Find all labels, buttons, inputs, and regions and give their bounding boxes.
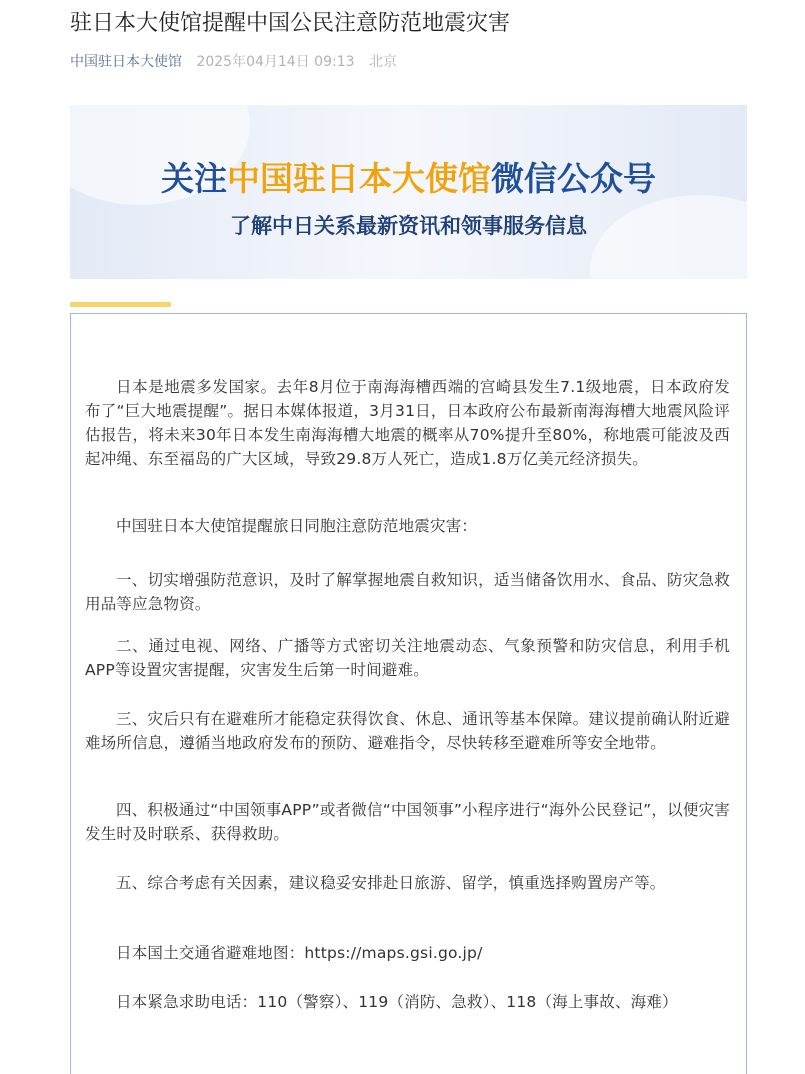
paragraph-item-3: 三、灾后只有在避难所才能稳定获得饮食、休息、通讯等基本保障。建议提前确认附近避难场所信息，遵循当地政府发布的预防、避难指令，尽快转移至避难所等安全地带。 <box>85 710 730 752</box>
paragraph-item-5: 五、综合考虑有关因素，建议稳妥安排赴日旅游、留学，慎重选择购置房产等。 <box>116 874 666 892</box>
banner-headline-prefix: 关注 <box>161 159 227 198</box>
paragraph-evacuation-map: 日本国土交通省避难地图：https://maps.gsi.go.jp/ <box>116 944 483 962</box>
paragraph-item-2: 二、通过电视、网络、广播等方式密切关注地震动态、气象预警和防灾信息，利用手机APP等设置灾害提醒，灾害发生后第一时间避难。 <box>85 637 730 679</box>
section-accent-bar <box>70 302 171 307</box>
paragraph-item-1: 一、切实增强防范意识，及时了解掌握地震自救知识，适当储备饮用水、食品、防灾急救用品等应急物资。 <box>85 571 730 613</box>
paragraph-emergency-numbers: 日本紧急求助电话：110（警察）、119（消防、急救）、118（海上事故、海难） <box>116 993 678 1011</box>
publish-date: 2025年04月14日 09:13 <box>196 54 355 70</box>
banner-subheadline: 了解中日关系最新资讯和领事服务信息 <box>230 213 587 238</box>
follow-account-banner[interactable] <box>70 105 747 279</box>
paragraph-item-4: 四、积极通过“中国领事APP”或者微信“中国领事”小程序进行“海外公民登记”，以便灾害发生时及时联系、获得救助。 <box>85 801 730 843</box>
article-title: 驻日本大使馆提醒中国公民注意防范地震灾害 <box>70 11 511 36</box>
article-meta <box>70 52 397 72</box>
paragraph-intro: 日本是地震多发国家。去年8月位于南海海槽西端的宫崎县发生7.1级地震，日本政府发布了“巨大地震提醒”。据日本媒体报道，3月31日，日本政府公布最新南海海槽大地震风险评估报告，将未来30年日本发生南海海槽大地震的概率从70%提升至80%，称地震可能波及西起冲绳、东至福岛的广大区域，导致29.8万人死亡，造成1.8万亿美元经济损失。 <box>85 378 730 468</box>
banner-headline <box>70 157 747 201</box>
banner-headline-highlight: 中国驻日本大使馆 <box>227 159 491 198</box>
account-name-link[interactable]: 中国驻日本大使馆 <box>70 54 182 70</box>
paragraph-reminder: 中国驻日本大使馆提醒旅日同胞注意防范地震灾害： <box>116 517 478 535</box>
publish-location: 北京 <box>368 54 397 70</box>
banner-headline-suffix: 微信公众号 <box>491 159 656 198</box>
